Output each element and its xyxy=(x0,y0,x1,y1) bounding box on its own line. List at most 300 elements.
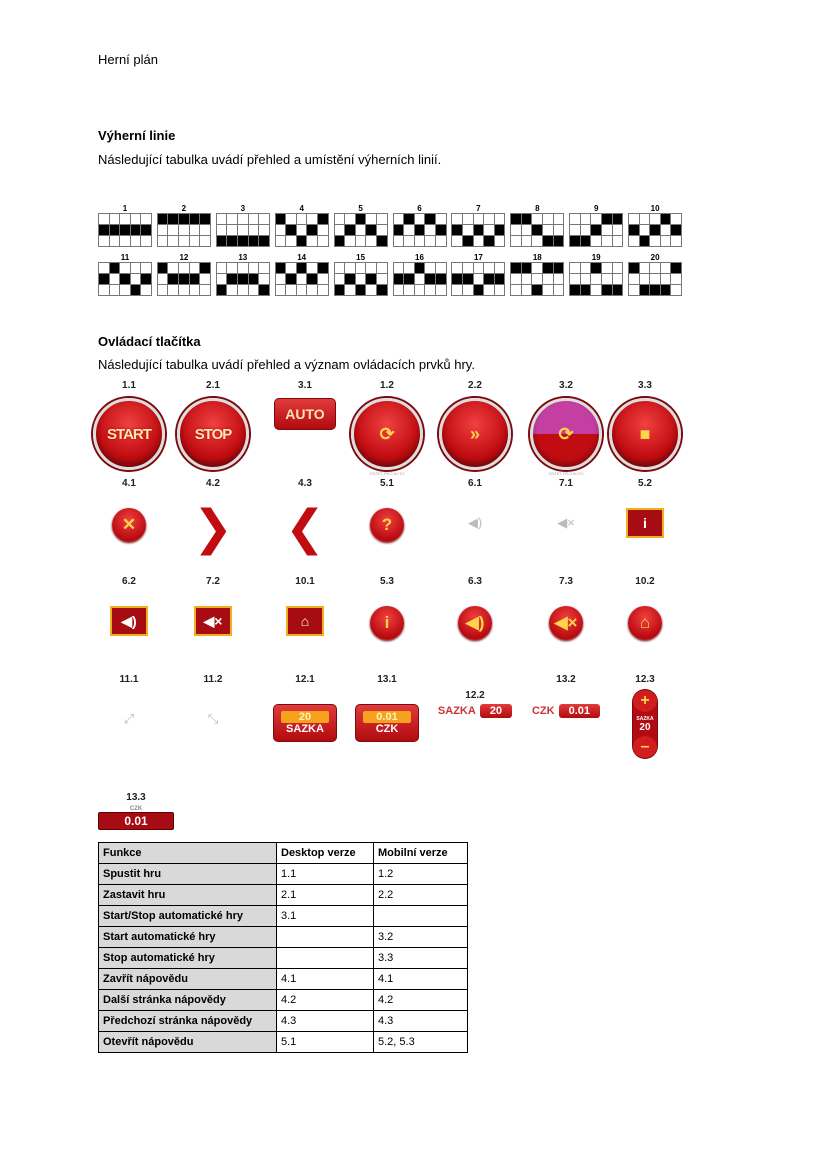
payline-cell xyxy=(613,236,624,247)
payline-cell xyxy=(307,236,318,247)
table-cell xyxy=(374,906,468,927)
payline-cell xyxy=(511,263,522,274)
payline xyxy=(510,253,564,296)
control-id-label: 11.2 xyxy=(203,674,223,685)
payline-cell xyxy=(581,274,592,285)
payline-cell xyxy=(495,285,506,296)
table-row xyxy=(99,906,468,927)
payline-cell xyxy=(366,214,377,225)
payline-cell xyxy=(511,285,522,296)
payline-cell xyxy=(543,236,554,247)
table-cell: 1.2 xyxy=(374,864,468,885)
payline-cell xyxy=(238,214,249,225)
payline-cell xyxy=(640,263,651,274)
payline-cell xyxy=(629,263,640,274)
payline-cell xyxy=(249,214,260,225)
payline-cell xyxy=(404,225,415,236)
payline-cell xyxy=(366,274,377,285)
payline-number: 13 xyxy=(238,253,248,262)
payline-cell xyxy=(276,236,287,247)
payline-number: 17 xyxy=(473,253,483,262)
payline-cell xyxy=(131,285,142,296)
payline-cell xyxy=(671,236,682,247)
payline-cell xyxy=(131,225,142,236)
payline-cell xyxy=(297,225,308,236)
payline-cell xyxy=(99,225,110,236)
payline-cell xyxy=(425,274,436,285)
control-item xyxy=(524,674,608,718)
sound-on-icon[interactable]: ◀) xyxy=(458,606,492,640)
table-cell: 4.1 xyxy=(374,969,468,990)
payline-cell xyxy=(474,214,485,225)
payline-cell xyxy=(532,263,543,274)
payline-cell xyxy=(307,285,318,296)
button-caption: DRŽET PRO AUTO xyxy=(369,471,405,476)
payline-cell xyxy=(554,225,565,236)
payline-cell xyxy=(286,285,297,296)
value-label: CZK xyxy=(531,705,555,717)
payline-cell xyxy=(158,214,169,225)
payline-cell xyxy=(474,263,485,274)
control-id-label: 6.2 xyxy=(122,576,136,587)
payline-cell xyxy=(554,285,565,296)
payline-cell xyxy=(307,263,318,274)
value-display: 20 xyxy=(480,704,512,718)
table-cell: 3.2 xyxy=(374,927,468,948)
control-item xyxy=(603,576,687,640)
payline xyxy=(275,204,329,247)
control-id-label: 2.2 xyxy=(468,380,482,391)
table-cell: Předchozí stránka nápovědy xyxy=(99,1011,277,1032)
table-cell: 4.3 xyxy=(374,1011,468,1032)
payline-cell xyxy=(158,236,169,247)
payline-cell xyxy=(640,274,651,285)
payline-cell xyxy=(591,263,602,274)
payline-cell xyxy=(425,236,436,247)
payline-cell xyxy=(297,285,308,296)
payline-cell xyxy=(141,225,152,236)
start-button[interactable]: START xyxy=(93,398,165,470)
table-cell: 4.3 xyxy=(277,1011,374,1032)
payline-cell xyxy=(120,274,131,285)
payline-cell xyxy=(532,214,543,225)
bet-stepper xyxy=(633,690,657,758)
paylines-heading: Výherní linie xyxy=(98,128,176,143)
fast-forward-icon[interactable]: » xyxy=(439,398,511,470)
payline-cell xyxy=(613,214,624,225)
control-id-label: 13.3 xyxy=(126,792,146,803)
payline-cell xyxy=(179,285,190,296)
payline-cell xyxy=(190,225,201,236)
plus-button[interactable]: + xyxy=(633,690,657,712)
payline-cell xyxy=(259,214,270,225)
bet-inline[interactable] xyxy=(433,704,517,718)
control-item xyxy=(263,478,347,555)
control-id-label: 12.1 xyxy=(295,674,315,685)
payline-cell xyxy=(366,285,377,296)
close-icon[interactable]: ✕ xyxy=(112,508,146,542)
payline-cell xyxy=(474,236,485,247)
payline-cell xyxy=(168,263,179,274)
payline-cell xyxy=(217,225,228,236)
sound-on-icon[interactable]: ◀) xyxy=(110,606,148,636)
payline-cell xyxy=(307,274,318,285)
payline xyxy=(334,204,388,247)
control-item xyxy=(171,380,255,470)
payline-cell xyxy=(650,214,661,225)
sound-off-icon[interactable]: ◀× xyxy=(194,606,232,636)
table-header-cell: Funkce xyxy=(99,843,277,864)
payline-cell xyxy=(110,263,121,274)
payline-grid xyxy=(334,262,388,296)
control-item xyxy=(87,380,171,470)
payline-cell xyxy=(404,263,415,274)
payline-cell xyxy=(543,285,554,296)
info-icon[interactable]: i xyxy=(626,508,664,538)
payline-cell xyxy=(307,225,318,236)
payline-cell xyxy=(120,285,131,296)
payline-cell xyxy=(131,214,142,225)
payline-number: 5 xyxy=(358,204,363,213)
control-id-label: 3.3 xyxy=(638,380,652,391)
payline-cell xyxy=(190,214,201,225)
payline-cell xyxy=(259,236,270,247)
payline-cell xyxy=(394,285,405,296)
payline-cell xyxy=(415,285,426,296)
control-id-label: 3.2 xyxy=(559,380,573,391)
payline-cell xyxy=(335,225,346,236)
payline-cell xyxy=(276,274,287,285)
payline-cell xyxy=(511,236,522,247)
payline-cell xyxy=(377,263,388,274)
control-id-label: 4.2 xyxy=(206,478,220,489)
payline-cell xyxy=(168,285,179,296)
payline-number: 20 xyxy=(650,253,660,262)
payline-cell xyxy=(484,274,495,285)
payline xyxy=(216,204,270,247)
payline-cell xyxy=(259,285,270,296)
control-id-label: 6.3 xyxy=(468,576,482,587)
payline-number: 12 xyxy=(179,253,189,262)
help-icon[interactable]: ? xyxy=(370,508,404,542)
payline-cell xyxy=(158,225,169,236)
home-icon[interactable]: ⌂ xyxy=(628,606,662,640)
payline-cell xyxy=(495,274,506,285)
info-icon[interactable]: i xyxy=(370,606,404,640)
payline xyxy=(275,253,329,296)
controls-table xyxy=(98,842,468,1053)
payline-cell xyxy=(276,285,287,296)
payline-cell xyxy=(99,263,110,274)
payline-cell xyxy=(484,214,495,225)
payline xyxy=(393,204,447,247)
control-item xyxy=(87,576,171,636)
payline-cell xyxy=(345,263,356,274)
payline-cell xyxy=(661,274,672,285)
control-item xyxy=(345,674,429,742)
payline-cell xyxy=(394,225,405,236)
payline-cell xyxy=(335,236,346,247)
chevron-left-icon[interactable]: ❮ xyxy=(284,502,326,555)
payline-cell xyxy=(200,225,211,236)
payline-cell xyxy=(591,225,602,236)
payline-cell xyxy=(286,214,297,225)
payline-cell xyxy=(377,274,388,285)
payline-cell xyxy=(227,236,238,247)
payline-cell xyxy=(452,236,463,247)
payline-cell xyxy=(190,263,201,274)
payline-cell xyxy=(522,263,533,274)
control-id-label: 1.1 xyxy=(122,380,136,391)
chevron-right-icon[interactable]: ❯ xyxy=(192,502,234,555)
payline-cell xyxy=(640,225,651,236)
bet-value xyxy=(636,716,653,733)
payline-cell xyxy=(377,236,388,247)
payline-cell xyxy=(259,225,270,236)
stop-button[interactable]: STOP xyxy=(177,398,249,470)
payline-cell xyxy=(131,236,142,247)
payline-cell xyxy=(335,285,346,296)
payline-cell xyxy=(474,274,485,285)
value-label: CZK xyxy=(375,723,399,735)
payline-cell xyxy=(318,236,329,247)
control-id-label: 7.1 xyxy=(559,478,573,489)
payline-cell xyxy=(168,236,179,247)
payline-cell xyxy=(415,225,426,236)
payline-cell xyxy=(570,225,581,236)
payline-cell xyxy=(452,263,463,274)
control-item xyxy=(263,576,347,636)
control-item xyxy=(603,478,687,538)
payline-cell xyxy=(629,236,640,247)
control-id-label: 7.3 xyxy=(559,576,573,587)
payline-cell xyxy=(394,214,405,225)
payline xyxy=(157,253,211,296)
payline-grid xyxy=(393,213,447,247)
spin-icon[interactable]: ⟳ xyxy=(351,398,423,470)
payline-cell xyxy=(238,274,249,285)
value-display: 20 xyxy=(281,711,329,723)
value-display: 0.01 xyxy=(559,704,600,718)
payline-cell xyxy=(238,236,249,247)
coin-box[interactable] xyxy=(355,704,419,742)
payline-cell xyxy=(179,236,190,247)
payline-cell xyxy=(511,225,522,236)
payline-cell xyxy=(345,214,356,225)
payline-cell xyxy=(158,285,169,296)
table-cell: 3.3 xyxy=(374,948,468,969)
payline-cell xyxy=(495,236,506,247)
payline-number: 15 xyxy=(356,253,366,262)
payline-cell xyxy=(120,263,131,274)
control-item xyxy=(603,674,687,758)
payline-cell xyxy=(554,274,565,285)
payline-cell xyxy=(640,285,651,296)
table-cell: Zastavit hru xyxy=(99,885,277,906)
payline-cell xyxy=(532,236,543,247)
table-row xyxy=(99,885,468,906)
payline-cell xyxy=(532,285,543,296)
auto-button[interactable]: AUTO xyxy=(274,398,336,430)
button-caption: DRŽET PRO AUTO xyxy=(548,471,584,476)
sound-off-icon[interactable]: ◀× xyxy=(557,515,575,530)
sound-off-icon[interactable]: ◀× xyxy=(549,606,583,640)
payline-cell xyxy=(640,214,651,225)
payline-cell xyxy=(474,285,485,296)
payline-cell xyxy=(158,274,169,285)
payline-cell xyxy=(511,214,522,225)
payline-cell xyxy=(158,263,169,274)
payline-cell xyxy=(484,263,495,274)
fullscreen-icon[interactable]: ⤢ xyxy=(123,711,135,726)
payline-cell xyxy=(179,263,190,274)
payline-cell xyxy=(200,274,211,285)
table-cell: 2.1 xyxy=(277,885,374,906)
payline-cell xyxy=(661,263,672,274)
value-label: CZK xyxy=(129,806,143,812)
payline-cell xyxy=(318,263,329,274)
control-id-label: 11.1 xyxy=(119,674,139,685)
control-id-label: 5.1 xyxy=(380,478,394,489)
payline-cell xyxy=(484,225,495,236)
payline xyxy=(98,253,152,296)
control-item xyxy=(263,380,347,430)
payline-cell xyxy=(613,225,624,236)
control-id-label: 1.2 xyxy=(380,380,394,391)
control-id-label: 5.3 xyxy=(380,576,394,587)
table-cell: 5.1 xyxy=(277,1032,374,1053)
payline-cell xyxy=(581,285,592,296)
payline-cell xyxy=(286,236,297,247)
payline-cell xyxy=(356,225,367,236)
table-row xyxy=(99,927,468,948)
payline-cell xyxy=(377,225,388,236)
payline-cell xyxy=(543,274,554,285)
payline-cell xyxy=(356,214,367,225)
payline-cell xyxy=(591,214,602,225)
payline xyxy=(510,204,564,247)
payline-cell xyxy=(366,225,377,236)
control-id-label: 4.3 xyxy=(298,478,312,489)
payline-cell xyxy=(318,285,329,296)
stop-square-icon[interactable]: ■ xyxy=(609,398,681,470)
payline-grid xyxy=(393,262,447,296)
payline-grid xyxy=(569,262,623,296)
control-id-label: 2.1 xyxy=(206,380,220,391)
payline-cell xyxy=(318,274,329,285)
payline-cell xyxy=(671,263,682,274)
payline-cell xyxy=(217,263,228,274)
payline-cell xyxy=(394,236,405,247)
payline-cell xyxy=(415,274,426,285)
payline-cell xyxy=(640,236,651,247)
control-id-label: 3.1 xyxy=(298,380,312,391)
payline-cell xyxy=(463,285,474,296)
paylines-intro: Následující tabulka uvádí přehled a umístění výherních linií. xyxy=(98,152,442,167)
payline-number: 18 xyxy=(532,253,542,262)
payline-cell xyxy=(532,274,543,285)
payline-cell xyxy=(286,274,297,285)
payline-cell xyxy=(200,214,211,225)
control-id-label: 13.2 xyxy=(556,674,576,685)
table-header-cell: Mobilní verze xyxy=(374,843,468,864)
payline-cell xyxy=(570,214,581,225)
payline-cell xyxy=(661,285,672,296)
payline-cell xyxy=(581,214,592,225)
minus-button[interactable]: – xyxy=(633,736,657,758)
control-id-label: 12.2 xyxy=(465,690,485,701)
payline-grid xyxy=(451,262,505,296)
table-cell: Spustit hru xyxy=(99,864,277,885)
payline-cell xyxy=(131,274,142,285)
payline-cell xyxy=(217,214,228,225)
payline xyxy=(216,253,270,296)
table-cell: 1.1 xyxy=(277,864,374,885)
payline-cell xyxy=(463,236,474,247)
payline-cell xyxy=(227,214,238,225)
payline-cell xyxy=(463,274,474,285)
payline-cell xyxy=(120,236,131,247)
autospin-icon[interactable]: ⟳ xyxy=(530,398,602,470)
control-item xyxy=(345,576,429,640)
sound-on-icon[interactable]: ◀) xyxy=(467,515,483,530)
payline-cell xyxy=(554,236,565,247)
payline-cell xyxy=(110,214,121,225)
payline-cell xyxy=(99,236,110,247)
payline-cell xyxy=(495,263,506,274)
payline-cell xyxy=(249,263,260,274)
payline-cell xyxy=(110,225,121,236)
payline-cell xyxy=(602,214,613,225)
payline-cell xyxy=(249,285,260,296)
value-label: SAZKA xyxy=(286,723,324,735)
payline-cell xyxy=(345,225,356,236)
table-cell: 4.2 xyxy=(374,990,468,1011)
payline-cell xyxy=(141,263,152,274)
payline-cell xyxy=(356,236,367,247)
control-item xyxy=(524,576,608,640)
payline-cell xyxy=(120,225,131,236)
payline-cell xyxy=(276,214,287,225)
coin-inline[interactable] xyxy=(524,704,608,718)
value-label: SAZKA xyxy=(437,705,476,717)
exit-fullscreen-icon[interactable]: ⤡ xyxy=(207,711,219,726)
payline-cell xyxy=(99,214,110,225)
table-cell: Otevřít nápovědu xyxy=(99,1032,277,1053)
table-cell: Start/Stop automatické hry xyxy=(99,906,277,927)
payline-cell xyxy=(99,274,110,285)
payline-number: 2 xyxy=(181,204,187,213)
payline-cell xyxy=(99,285,110,296)
payline-cell xyxy=(141,214,152,225)
payline-cell xyxy=(141,285,152,296)
payline-cell xyxy=(217,274,228,285)
bet-box[interactable] xyxy=(273,704,337,742)
payline-cell xyxy=(570,274,581,285)
table-row xyxy=(99,948,468,969)
payline-grid xyxy=(275,262,329,296)
payline-cell xyxy=(335,214,346,225)
table-header-cell: Desktop verze xyxy=(277,843,374,864)
home-icon[interactable]: ⌂ xyxy=(286,606,324,636)
payline-cell xyxy=(377,285,388,296)
control-id-label: 7.2 xyxy=(206,576,220,587)
control-item xyxy=(433,576,517,640)
payline-number: 19 xyxy=(591,253,601,262)
payline-cell xyxy=(570,263,581,274)
controls-heading: Ovládací tlačítka xyxy=(98,334,201,349)
control-id-label: 5.2 xyxy=(638,478,652,489)
